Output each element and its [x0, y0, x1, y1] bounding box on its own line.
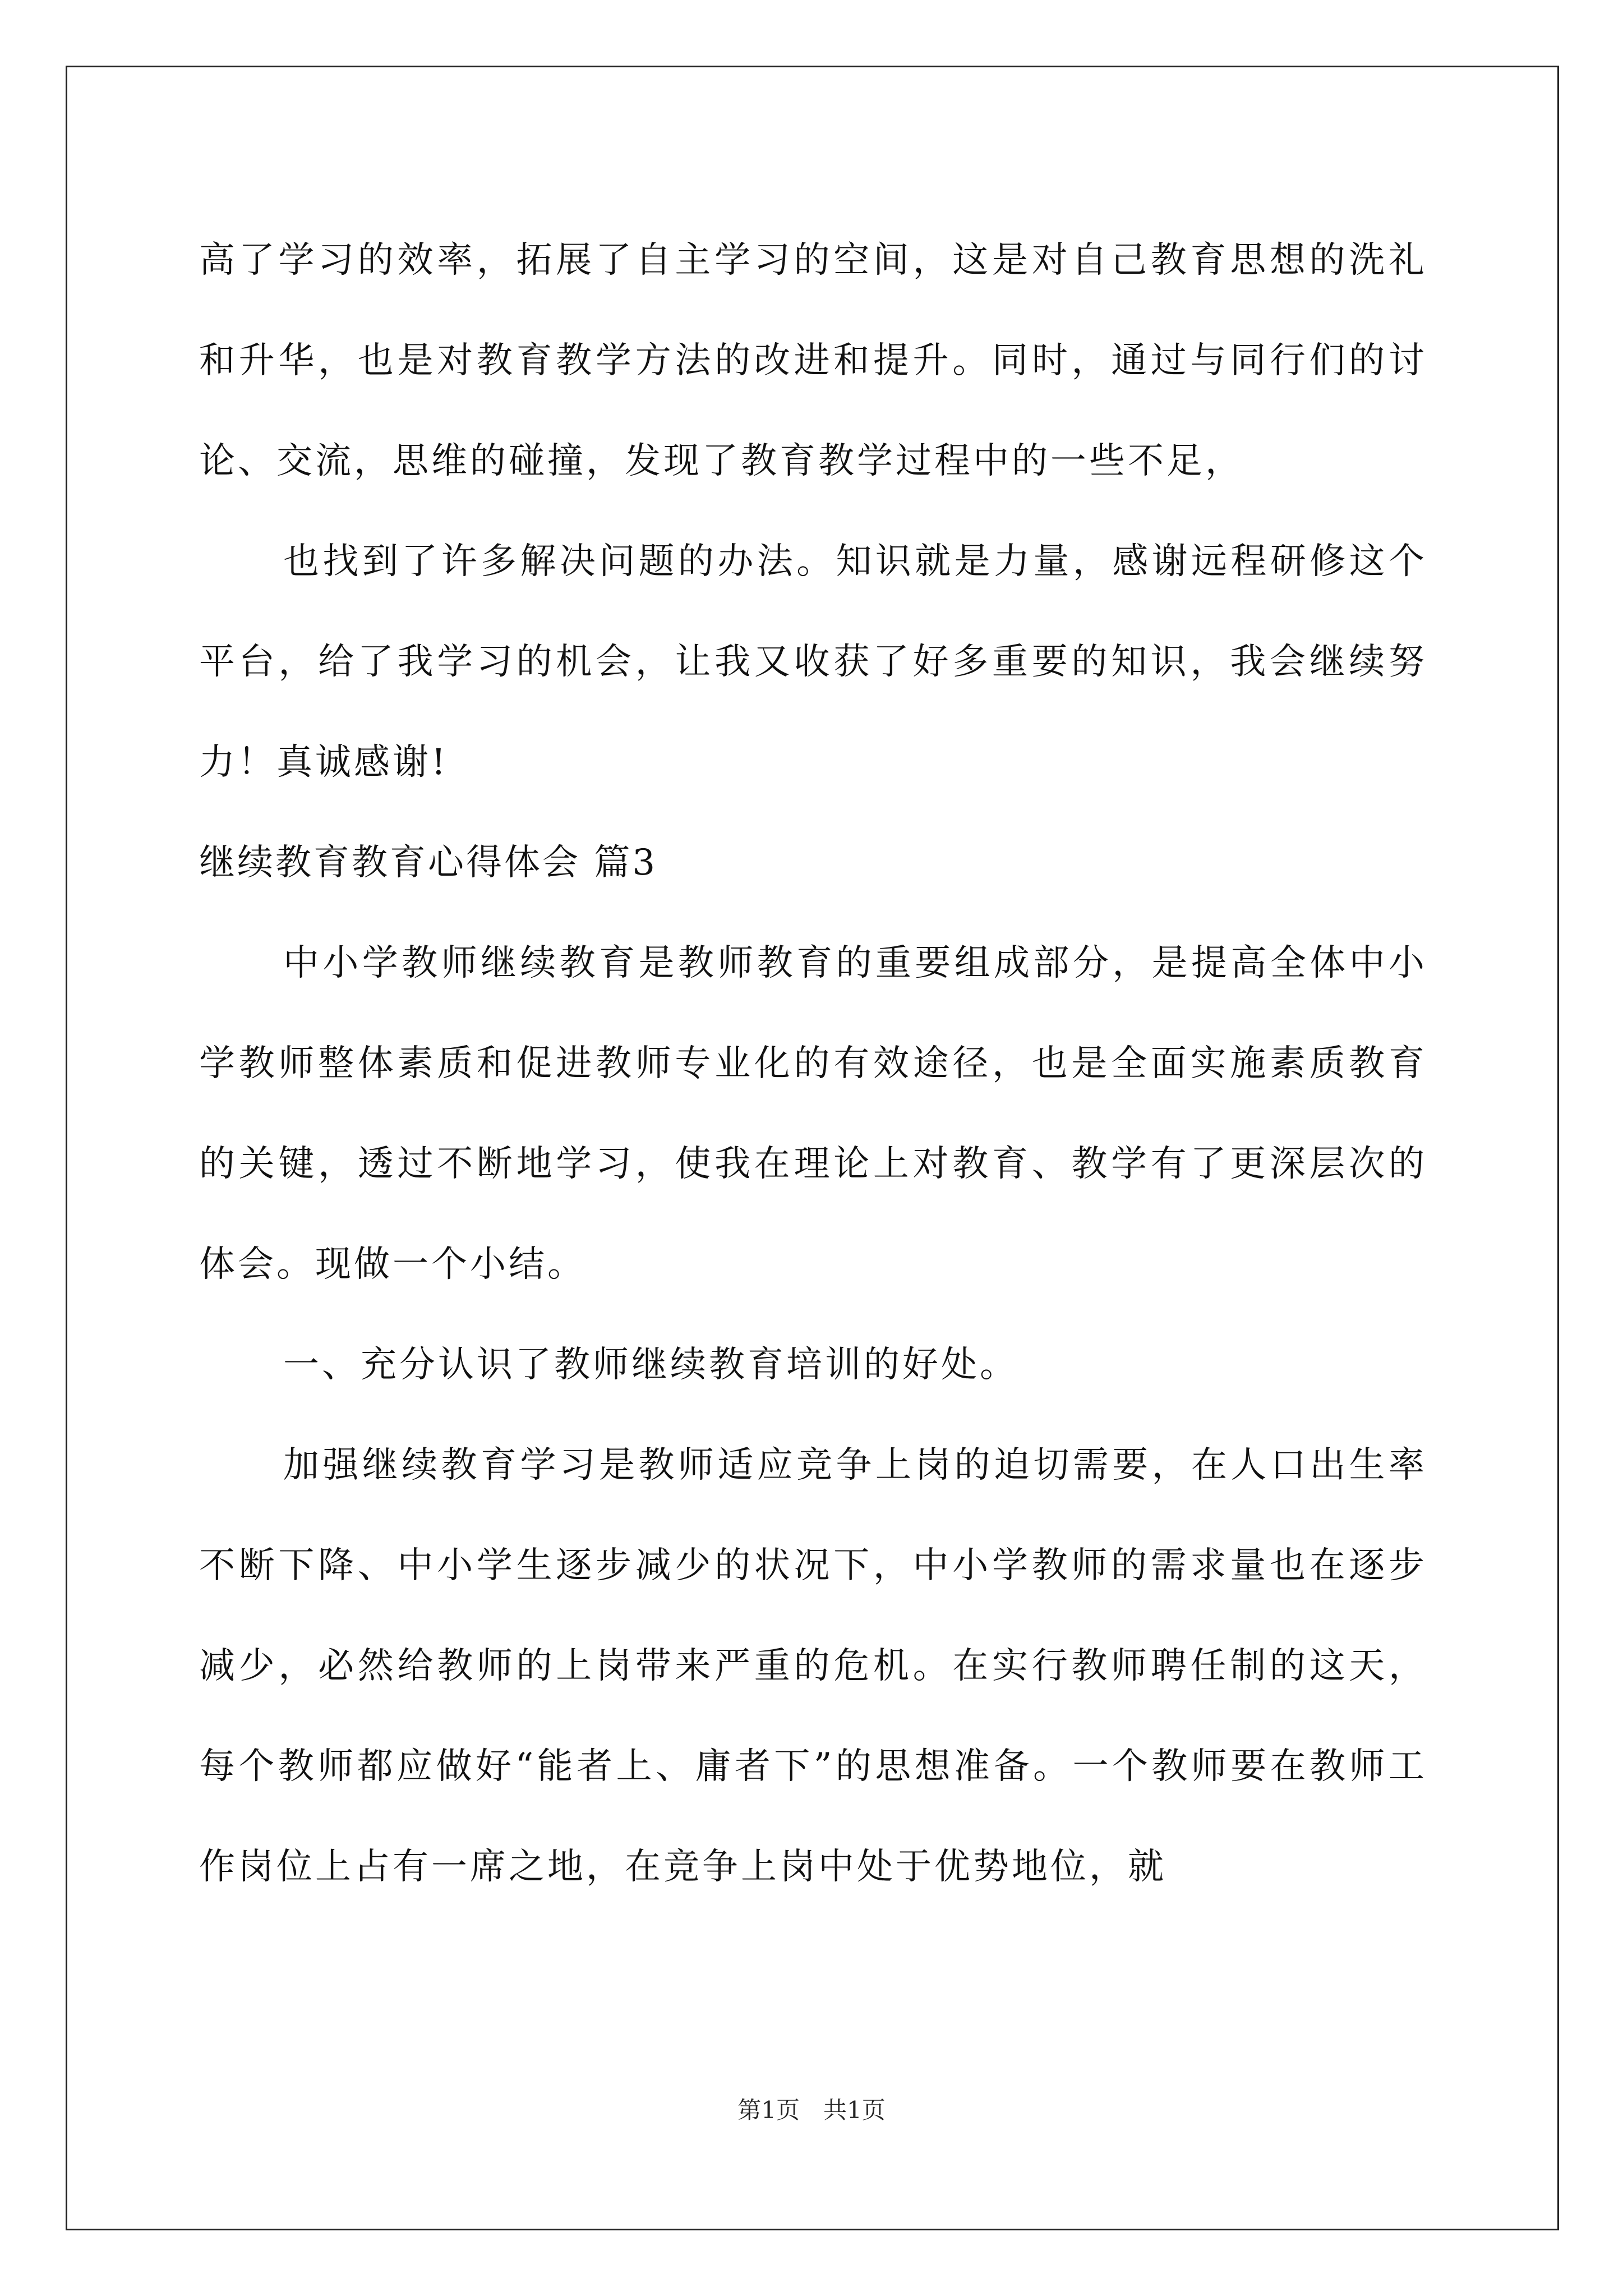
page-footer: 第1页 共1页 [737, 2096, 886, 2124]
paragraph-point-one: 一、充分认识了教师继续教育培训的好处。 [283, 1344, 1018, 1386]
section-heading: 继续教育教育心得体会 篇3 [199, 842, 658, 884]
paragraph-body: 加强继续教育学习是教师适应竞争上岗的迫切需要，在人口出生率不断下降、中小学生逐步减少的状况下，中小学教师的需求量也在逐步减少，必然给教师的上岗带来严重的危机。在实行教师聘任制的这天，每个教师都应做好“能者上、庸者下”的思想准备。一个教师要在教师工作岗位上占有一席之地，在竞争上岗中处于优势地位，就 [199, 1444, 1427, 1888]
paragraph-intro: 中小学教师继续教育是教师教育的重要组成部分，是提高全体中小学教师整体素质和促进教师专业化的有效途径，也是全面实施素质教育的关键，透过不断地学习，使我在理论上对教育、教学有了更深层次的体会。现做一个小结。 [199, 942, 1427, 1285]
paragraph-thanks: 也找到了许多解决问题的办法。知识就是力量，感谢远程研修这个平台，给了我学习的机会，让我又收获了好多重要的知识，我会继续努力！真诚感谢! [199, 541, 1427, 783]
paragraph-continuation: 高了学习的效率，拓展了自主学习的空间，这是对自己教育思想的洗礼和升华，也是对教育教学方法的改进和提升。同时，通过与同行们的讨论、交流，思维的碰撞，发现了教育教学过程中的一些不足， [199, 240, 1427, 482]
document-body [199, 210, 1427, 1917]
